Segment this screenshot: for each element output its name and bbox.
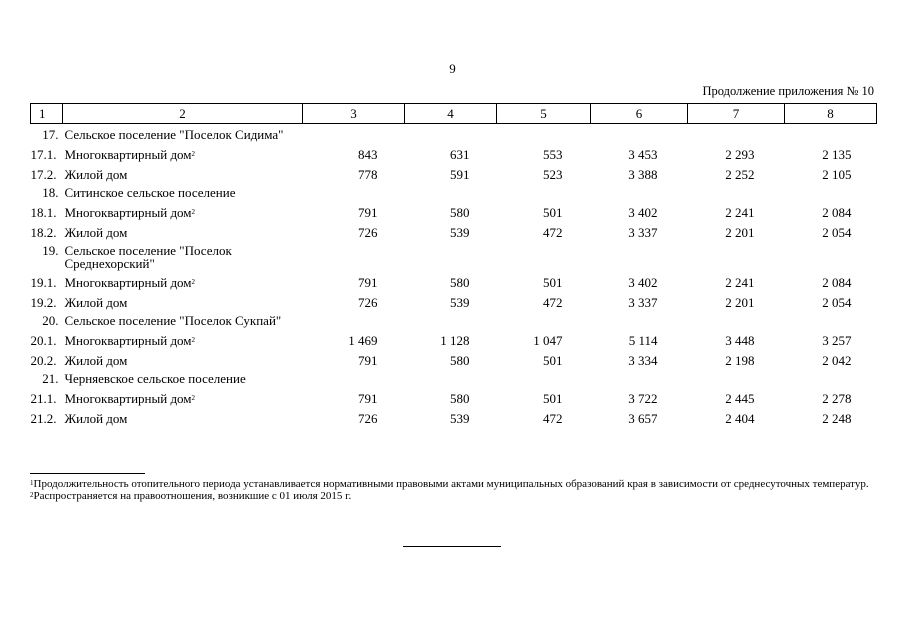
value-col-8: 2 084: [822, 205, 852, 220]
empty-cell: [497, 310, 591, 328]
header-cell-7: 7: [688, 104, 785, 124]
value-col-4: 580: [450, 205, 470, 220]
empty-cell: [303, 124, 405, 143]
value-col-5: 501: [543, 275, 563, 290]
value-col-3: 791: [358, 391, 378, 406]
empty-cell: [591, 182, 688, 200]
empty-cell: [785, 182, 877, 200]
empty-cell: [303, 368, 405, 386]
value-col-8: 2 054: [822, 225, 852, 240]
table-row: [31, 142, 877, 162]
value-col-4: 539: [450, 411, 470, 426]
value-col-6: 3 657: [628, 411, 658, 426]
empty-cell: [497, 240, 591, 270]
value-col-8: 2 248: [822, 411, 852, 426]
value-col-5: 472: [543, 295, 563, 310]
value-col-6: 3 334: [628, 353, 658, 368]
table-body: [31, 124, 877, 427]
row-name-cell: [63, 348, 303, 368]
row-name-cell: [63, 200, 303, 220]
value-col-4: 539: [450, 225, 470, 240]
page-end-divider: [403, 546, 501, 547]
header-cell-8: 8: [785, 104, 877, 124]
table-row: [31, 406, 877, 426]
value-col-7: 2 241: [725, 205, 755, 220]
header-cell-5: 5: [497, 104, 591, 124]
empty-cell: [405, 182, 497, 200]
empty-cell: [591, 124, 688, 143]
empty-cell: [405, 310, 497, 328]
empty-cell: [785, 240, 877, 270]
row-number: 21.2.: [30, 411, 57, 426]
row-name: Многоквартирный дом: [64, 275, 192, 290]
section-row: [31, 182, 877, 200]
row-name-cell: [63, 142, 303, 162]
value-col-7: 3 448: [725, 333, 755, 348]
value-col-7: 2 445: [725, 391, 755, 406]
value-col-5: 501: [543, 205, 563, 220]
value-col-3: 791: [358, 275, 378, 290]
value-col-4: 1 128: [440, 333, 470, 348]
footnote-mark: 2: [30, 491, 34, 499]
row-name-cell: [63, 328, 303, 348]
value-col-7: 2 241: [725, 275, 755, 290]
empty-cell: [303, 310, 405, 328]
empty-cell: [405, 124, 497, 143]
empty-cell: [688, 240, 785, 270]
value-col-7: 2 293: [725, 147, 755, 162]
section-title: Черняевское сельское поселение: [64, 371, 246, 386]
footnote-divider: [30, 473, 145, 474]
value-col-7: 2 252: [725, 167, 755, 182]
footnote-reference: 2: [191, 278, 196, 286]
value-col-3: 791: [358, 205, 378, 220]
section-row: [31, 368, 877, 386]
section-number: 21.: [42, 371, 59, 386]
value-col-6: 3 453: [628, 147, 658, 162]
footnote-2: [30, 490, 876, 502]
row-name-cell: [63, 406, 303, 426]
value-col-7: 2 201: [725, 225, 755, 240]
value-col-6: 3 402: [628, 275, 658, 290]
row-number: 20.1.: [30, 333, 57, 348]
section-row: [31, 124, 877, 143]
table-row: [31, 200, 877, 220]
empty-cell: [591, 310, 688, 328]
value-col-3: 843: [358, 147, 378, 162]
value-col-3: 791: [358, 353, 378, 368]
header-row: [31, 104, 877, 124]
empty-cell: [497, 182, 591, 200]
value-col-3: 726: [358, 225, 378, 240]
section-number: 20.: [42, 313, 59, 328]
value-col-5: 523: [543, 167, 563, 182]
value-col-5: 501: [543, 353, 563, 368]
header-cell-3: 3: [303, 104, 405, 124]
table-row: [31, 290, 877, 310]
section-title: Сельское поселение "Поселок Сукпай": [64, 313, 282, 328]
footnote-text: Продолжительность отопительного периода устанавливается нормативными правовыми актами муниципальных образований края в зависимости от среднесуточных температур.: [33, 478, 869, 490]
value-col-7: 2 404: [725, 411, 755, 426]
row-name: Многоквартирный дом: [64, 147, 192, 162]
row-number: 20.2.: [30, 353, 57, 368]
row-name: Жилой дом: [64, 225, 128, 240]
section-row: [31, 310, 877, 328]
empty-cell: [785, 368, 877, 386]
table-row: [31, 162, 877, 182]
value-col-3: 1 469: [348, 333, 378, 348]
row-name-cell: [63, 162, 303, 182]
section-title: Сельское поселение "Поселок Сидима": [64, 127, 284, 142]
footnote-1: [30, 478, 876, 490]
row-name-cell: [63, 386, 303, 406]
empty-cell: [688, 310, 785, 328]
empty-cell: [303, 240, 405, 270]
value-col-3: 726: [358, 411, 378, 426]
value-col-6: 3 337: [628, 295, 658, 310]
empty-cell: [497, 124, 591, 143]
value-col-6: 3 722: [628, 391, 658, 406]
table-row: [31, 328, 877, 348]
empty-cell: [591, 240, 688, 270]
row-name-cell: [63, 220, 303, 240]
row-name: Многоквартирный дом: [64, 391, 192, 406]
section-number: 18.: [42, 185, 59, 200]
value-col-4: 539: [450, 295, 470, 310]
row-number: 21.1.: [30, 391, 57, 406]
value-col-8: 2 105: [822, 167, 852, 182]
value-col-8: 2 084: [822, 275, 852, 290]
section-number: 17.: [42, 127, 59, 142]
value-col-8: 2 054: [822, 295, 852, 310]
header-cell-4: 4: [405, 104, 497, 124]
empty-cell: [303, 182, 405, 200]
row-number: 18.2.: [30, 225, 57, 240]
row-number: 19.1.: [30, 275, 57, 290]
empty-cell: [497, 368, 591, 386]
value-col-5: 1 047: [533, 333, 563, 348]
empty-cell: [688, 124, 785, 143]
empty-cell: [688, 368, 785, 386]
empty-cell: [591, 368, 688, 386]
table-row: [31, 348, 877, 368]
footnote-text: Распространяется на правоотношения, возникшие с 01 июля 2015 г.: [33, 490, 352, 502]
value-col-7: 2 201: [725, 295, 755, 310]
value-col-8: 2 278: [822, 391, 852, 406]
row-name: Жилой дом: [64, 353, 128, 368]
value-col-6: 3 388: [628, 167, 658, 182]
row-number: 19.2.: [30, 295, 57, 310]
table-row: [31, 386, 877, 406]
empty-cell: [785, 124, 877, 143]
section-row: [31, 240, 877, 270]
empty-cell: [785, 310, 877, 328]
value-col-6: 5 114: [628, 333, 658, 348]
row-number: 17.1.: [30, 147, 57, 162]
footnotes: [30, 478, 876, 502]
section-number: 19.: [42, 243, 59, 258]
row-name: Жилой дом: [64, 295, 128, 310]
header-cell-1: 1: [31, 104, 63, 124]
row-name-cell: [63, 290, 303, 310]
section-title: Ситинское сельское поселение: [64, 185, 236, 200]
footnote-reference: 2: [191, 208, 196, 216]
value-col-4: 580: [450, 353, 470, 368]
row-number: 17.2.: [30, 167, 57, 182]
continuation-label: Продолжение приложения № 10: [702, 84, 874, 98]
value-col-8: 2 135: [822, 147, 852, 162]
table-row: [31, 220, 877, 240]
empty-cell: [405, 240, 497, 270]
footnote-mark: 1: [30, 479, 34, 487]
row-name-cell: [63, 270, 303, 290]
value-col-8: 2 042: [822, 353, 852, 368]
value-col-7: 2 198: [725, 353, 755, 368]
value-col-5: 472: [543, 411, 563, 426]
value-col-5: 553: [543, 147, 563, 162]
footnote-reference: 2: [191, 394, 196, 402]
section-title: Сельское поселение "Поселок Среднехорский": [64, 243, 232, 271]
value-col-4: 580: [450, 275, 470, 290]
value-col-3: 726: [358, 295, 378, 310]
value-col-6: 3 402: [628, 205, 658, 220]
tariff-table: [30, 103, 877, 426]
value-col-5: 472: [543, 225, 563, 240]
value-col-5: 501: [543, 391, 563, 406]
row-name: Жилой дом: [64, 411, 128, 426]
row-name: Многоквартирный дом: [64, 333, 192, 348]
value-col-4: 631: [450, 147, 470, 162]
footnote-reference: 2: [191, 336, 196, 344]
value-col-8: 3 257: [822, 333, 852, 348]
value-col-4: 591: [450, 167, 470, 182]
table-header: [31, 104, 877, 124]
row-name: Жилой дом: [64, 167, 128, 182]
header-cell-2: 2: [63, 104, 303, 124]
empty-cell: [688, 182, 785, 200]
value-col-6: 3 337: [628, 225, 658, 240]
page-number: 9: [449, 61, 456, 76]
row-name: Многоквартирный дом: [64, 205, 192, 220]
value-col-3: 778: [358, 167, 378, 182]
row-number: 18.1.: [30, 205, 57, 220]
table-row: [31, 270, 877, 290]
empty-cell: [405, 368, 497, 386]
header-cell-6: 6: [591, 104, 688, 124]
footnote-reference: 2: [191, 150, 196, 158]
value-col-4: 580: [450, 391, 470, 406]
